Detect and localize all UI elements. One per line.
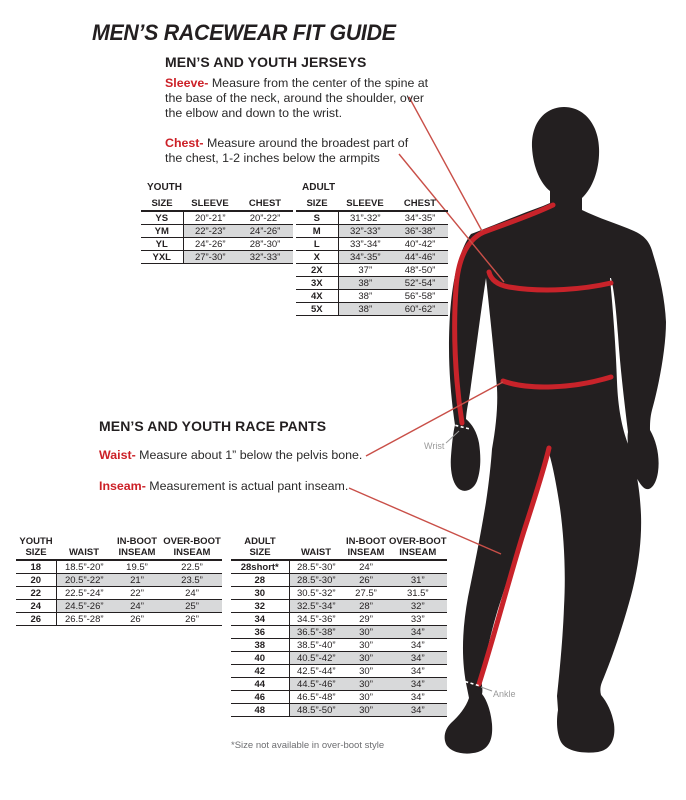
table-row [231,600,447,613]
value-cell: 22” [112,587,162,600]
header-line: WAIST [300,547,332,558]
sleeve-note [165,76,435,121]
value-cell: 31.5” [389,587,447,600]
header-row [231,536,447,560]
col-header-inboot [343,536,389,560]
size-cell: 28short* [231,560,289,574]
value-cell: 30” [343,639,389,652]
chest-note-label: Chest- [165,136,204,150]
col-header-overboot [389,536,447,560]
table-row [296,225,448,238]
value-cell: 24”-26” [183,238,237,251]
table-row [141,238,293,251]
size-cell: 30 [231,587,289,600]
col-header-size [16,536,56,560]
value-cell: 56”-58” [392,290,448,303]
adult-pants-size-chart [231,536,447,717]
youth-pants-table [16,536,222,626]
value-cell: 32”-33” [237,251,293,264]
value-cell: 34” [389,652,447,665]
header-line: INSEAM [118,547,156,558]
adult-jersey-table-title: ADULT [302,182,336,193]
inseam-note-label: Inseam- [99,479,146,493]
value-cell: 48”-50” [392,264,448,277]
value-cell: 34” [389,678,447,691]
col-header-waist [56,536,112,560]
col-header-chest: CHEST [237,197,293,211]
chest-note-text: Measure around the broadest part of the chest, 1-2 inches below the armpits [165,136,409,166]
size-cell: 3X [296,277,338,290]
table-row [231,574,447,587]
size-cell: L [296,238,338,251]
value-cell: 27.5” [343,587,389,600]
sleeve-note-label: Sleeve- [165,76,209,90]
header-line: OVER-BOOT [163,536,221,547]
value-cell: 32”-33” [338,225,392,238]
table-row [231,626,447,639]
size-cell: YXL [141,251,183,264]
size-cell: S [296,211,338,225]
value-cell: 38” [338,290,392,303]
header-row [141,197,293,211]
table-row [231,560,447,574]
value-cell: 21” [112,574,162,587]
table-row [296,290,448,303]
value-cell: 60”-62” [392,303,448,316]
value-cell: 34”-35” [338,251,392,264]
value-cell: 32.5”-34” [289,600,343,613]
table-row [296,238,448,251]
youth-jersey-size-chart [141,197,293,264]
ankle-label: Ankle [493,689,516,699]
table-row [231,691,447,704]
value-cell: 30” [343,652,389,665]
size-cell: 38 [231,639,289,652]
value-cell: 30” [343,665,389,678]
ankle-pointer-line [481,687,492,691]
size-cell: 2X [296,264,338,277]
waist-note-label: Waist- [99,448,136,462]
value-cell: 37” [338,264,392,277]
size-cell: 32 [231,600,289,613]
youth-pants-size-chart [16,536,222,626]
value-cell: 31”-32” [338,211,392,225]
size-cell: 46 [231,691,289,704]
value-cell: 22”-23” [183,225,237,238]
youth-jersey-table [141,182,293,264]
table-row [231,587,447,600]
col-header-chest: CHEST [392,197,448,211]
value-cell: 22.5”-24” [56,587,112,600]
value-cell: 38” [338,303,392,316]
adult-jersey-table [296,182,448,316]
youth-jersey-table-title: YOUTH [147,182,182,193]
table-row [16,560,222,574]
value-cell: 48.5”-50” [289,704,343,717]
table-row [16,587,222,600]
header-line: YOUTH [19,536,53,547]
header-row [16,536,222,560]
header-line: ADULT [244,536,276,547]
size-cell: YL [141,238,183,251]
value-cell: 29” [343,613,389,626]
table-row [231,639,447,652]
size-cell: X [296,251,338,264]
table-row [231,704,447,717]
value-cell: 23.5” [162,574,222,587]
value-cell: 24” [112,600,162,613]
col-header-size: SIZE [141,197,183,211]
header-line: INSEAM [173,547,211,558]
size-cell: 44 [231,678,289,691]
table-row [16,600,222,613]
col-header-sleeve: SLEEVE [338,197,392,211]
value-cell: 26” [112,613,162,626]
header-line: OVER-BOOT [389,536,447,547]
value-cell: 33”-34” [338,238,392,251]
value-cell: 30” [343,626,389,639]
value-cell: 40.5”-42” [289,652,343,665]
value-cell: 33” [389,613,447,626]
value-cell: 26.5”-28” [56,613,112,626]
table-row [16,613,222,626]
value-cell: 20”-22” [237,211,293,225]
value-cell: 19.5” [112,560,162,574]
man-silhouette [445,107,666,754]
adult-jersey-size-chart [296,197,448,316]
value-cell: 36”-38” [392,225,448,238]
value-cell: 44.5”-46” [289,678,343,691]
table-row [231,678,447,691]
adult-pants-table [231,536,447,717]
header-line: IN-BOOT [116,536,158,547]
size-cell: 4X [296,290,338,303]
col-header-waist [289,536,343,560]
value-cell: 38” [338,277,392,290]
col-header-inboot [112,536,162,560]
value-cell: 34” [389,639,447,652]
size-cell: 36 [231,626,289,639]
size-cell: YM [141,225,183,238]
size-cell: 40 [231,652,289,665]
value-cell: 28”-30” [237,238,293,251]
value-cell: 38.5”-40” [289,639,343,652]
value-cell: 34” [389,665,447,678]
jerseys-heading: MEN’S AND YOUTH JERSEYS [165,54,367,70]
col-header-size: SIZE [296,197,338,211]
sleeve-note-text: Measure from the center of the spine at the base of the neck, around the shoulder, over the elbow and down to the wrist. [165,76,429,121]
size-cell: 34 [231,613,289,626]
size-cell: M [296,225,338,238]
value-cell: 28.5”-30” [289,560,343,574]
waist-note [99,448,362,463]
table-row [231,613,447,626]
table-row [296,303,448,316]
table-row [16,574,222,587]
value-cell: 30” [343,704,389,717]
inseam-note-text: Measurement is actual pant inseam. [149,479,349,493]
col-header-sleeve: SLEEVE [183,197,237,211]
value-cell: 24” [343,560,389,574]
col-header-overboot [162,536,222,560]
value-cell: 28.5”-30” [289,574,343,587]
header-line: WAIST [68,547,100,558]
value-cell: 42.5”-44” [289,665,343,678]
table-row [141,225,293,238]
value-cell: 20”-21” [183,211,237,225]
value-cell: 31” [389,574,447,587]
table-row [231,665,447,678]
size-footnote: *Size not available in over-boot style [231,740,385,751]
size-cell: 18 [16,560,56,574]
header-line: INSEAM [347,547,385,558]
inseam-note [99,479,348,494]
size-cell: 22 [16,587,56,600]
value-cell: 30” [343,678,389,691]
value-cell: 36.5”-38” [289,626,343,639]
value-cell: 24” [162,587,222,600]
value-cell: 52”-54” [392,277,448,290]
value-cell: 30” [343,691,389,704]
chest-note [165,136,415,166]
size-cell: 20 [16,574,56,587]
size-cell: YS [141,211,183,225]
table-row [296,264,448,277]
value-cell: 46.5”-48” [289,691,343,704]
table-row [231,652,447,665]
value-cell: 40”-42” [392,238,448,251]
col-header-size [231,536,289,560]
value-cell: 24.5”-26” [56,600,112,613]
table-row [296,251,448,264]
value-cell: 22.5” [162,560,222,574]
table-row [141,251,293,264]
value-cell: 25” [162,600,222,613]
header-line: SIZE [25,547,47,558]
pants-heading: MEN’S AND YOUTH RACE PANTS [99,418,327,434]
size-cell: 42 [231,665,289,678]
size-cell: 48 [231,704,289,717]
header-line: IN-BOOT [345,536,387,547]
value-cell: 34.5”-36” [289,613,343,626]
value-cell: 28” [343,600,389,613]
header-line: INSEAM [399,547,437,558]
value-cell: 20.5”-22” [56,574,112,587]
value-cell [389,560,447,574]
value-cell: 26” [162,613,222,626]
value-cell: 32” [389,600,447,613]
value-cell: 30.5”-32” [289,587,343,600]
table-row [296,211,448,225]
table-row [141,211,293,225]
size-cell: 28 [231,574,289,587]
size-cell: 26 [16,613,56,626]
value-cell: 34” [389,626,447,639]
value-cell: 34” [389,691,447,704]
header-line: SIZE [249,547,271,558]
value-cell: 34”-35” [392,211,448,225]
table-row [296,277,448,290]
size-cell: 24 [16,600,56,613]
wrist-label: Wrist [424,441,445,451]
value-cell: 24”-26” [237,225,293,238]
value-cell: 34” [389,704,447,717]
size-cell: 5X [296,303,338,316]
header-row [296,197,448,211]
value-cell: 26” [343,574,389,587]
waist-note-text: Measure about 1” below the pelvis bone. [139,448,363,462]
value-cell: 27”-30” [183,251,237,264]
page-title: MEN’S RACEWEAR FIT GUIDE [92,20,396,45]
value-cell: 44”-46” [392,251,448,264]
value-cell: 18.5”-20” [56,560,112,574]
